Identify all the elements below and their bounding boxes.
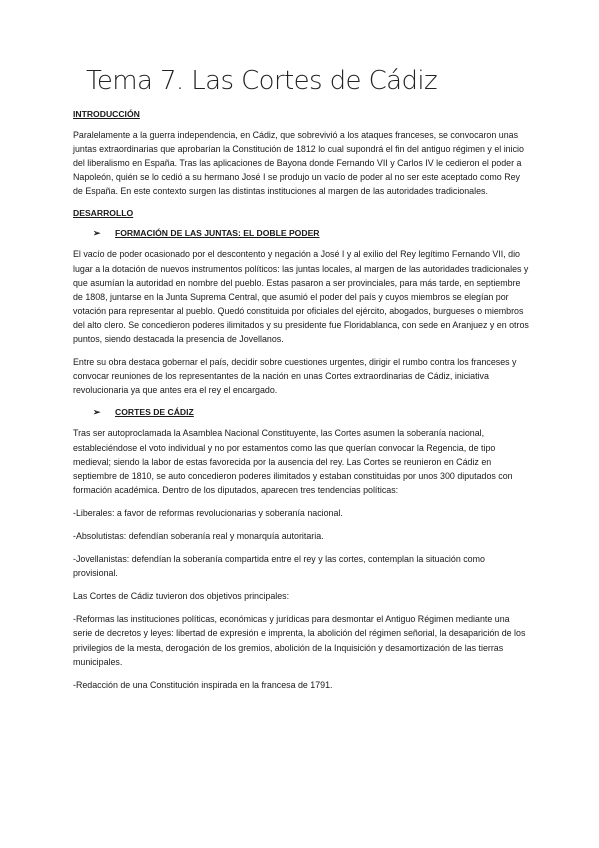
tendencia-absolutistas: -Absolutistas: defendían soberanía real y monarquía autoritaria.	[73, 530, 324, 541]
arrow-bullet-icon: ➢	[93, 407, 101, 418]
desarrollo-heading: DESARROLLO	[73, 208, 134, 219]
arrow-bullet-icon: ➢	[93, 228, 101, 239]
objetivos-intro: Las Cortes de Cádiz tuvieron dos objetivos principales:	[73, 591, 290, 602]
section-cortes-heading	[93, 406, 529, 418]
tendencia-liberales: -Liberales: a favor de reformas revolucionarias y soberanía nacional.	[73, 507, 343, 518]
page-title: Tema 7. Las Cortes de Cádiz	[86, 66, 438, 96]
section-cortes-title: CORTES DE CÁDIZ	[115, 407, 194, 418]
document-body	[73, 108, 529, 701]
intro-paragraph: Paralelamente a la guerra independencia, en Cádiz, que sobrevivió a los ataques franceses, se convocaron unas juntas extraordinarias que aprobarían la Constitución de 1812 lo cual supondrá el fin del antiguo régimen y el inicio del liberalismo en España. Tras las aplicaciones de Bayona donde Fernando VII y Carlos IV le cedieron el poder a Napoleón, quién se lo cedió a su hermano José I se produjo un vacío de poder al no ser este aceptado como Rey de España. En este contexto surgen las distintas instituciones al margen de las autoridades tradicionales.	[73, 130, 524, 197]
section-juntas-title: FORMACIÓN DE LAS JUNTAS: EL DOBLE PODER	[115, 228, 320, 239]
juntas-paragraph-2: Entre su obra destaca gobernar el país, decidir sobre cuestiones urgentes, dirigir el rumbo contra los franceses y convocar reuniones de los representantes de la nación en unas Cortes extraordinarias de Cádiz, iniciativa revolucionaria ya que antes era el rey el encargado.	[73, 357, 517, 396]
intro-heading: INTRODUCCIÓN	[73, 109, 140, 119]
objetivo-constitucion: -Redacción de una Constitución inspirada en la francesa de 1791.	[73, 679, 333, 690]
cortes-paragraph-1: Tras ser autoproclamada la Asamblea Nacional Constituyente, las Cortes asumen la soberanía nacional, estableciéndose el voto individual y no por estamentos como las que querían convocar la Regencia, de tipo medieval; siendo la labor de estas favorecida por la ausencia del rey. Las Cortes se reunieron en Cádiz en septiembre de 1810, se auto concedieron poderes ilimitados y estaban constituidas por unos 300 diputados con formación académica. Dentro de los diputados, aparecen tres tendencias políticas:	[73, 428, 513, 495]
tendencia-jovellanistas: -Jovellanistas: defendían la soberanía compartida entre el rey y las cortes, contemplan la situación como provisional.	[73, 554, 485, 579]
section-juntas-heading	[93, 227, 529, 239]
objetivo-reformas: -Reformas las instituciones políticas, económicas y jurídicas para desmontar el Antiguo Régimen mediante una serie de decretos y leyes: libertad de expresión e imprenta, la abolición del régimen señorial, la desaparición de los privilegios de la mesta, derogación de los gremios, abolición de la Inquisición y desamortización de las tierras municipales.	[73, 614, 526, 667]
juntas-paragraph-1: El vacío de poder ocasionado por el descontento y negación a José I y al exilio del Rey legítimo Fernando VII, dio lugar a la dotación de nuevos instrumentos políticos: las juntas locales, al margen de las autoridades tradicionales y que asumían la autoridad en nombre del pueblo. Estas pasaron a ser provinciales, para más tarde, en septiembre de 1808, juntarse en la Junta Suprema Central, que asumió el poder del país y cuyos miembros se elegían por votación para representar al pueblo. Quedó constituida por oficiales del ejército, abogados, burgueses o miembros del alto clero. Se concedieron poderes ilimitados y su presidente fue Floridablanca, con sede en Aranjuez y en otros puntos, siendo destacada la presencia de Jovellanos.	[73, 249, 529, 345]
